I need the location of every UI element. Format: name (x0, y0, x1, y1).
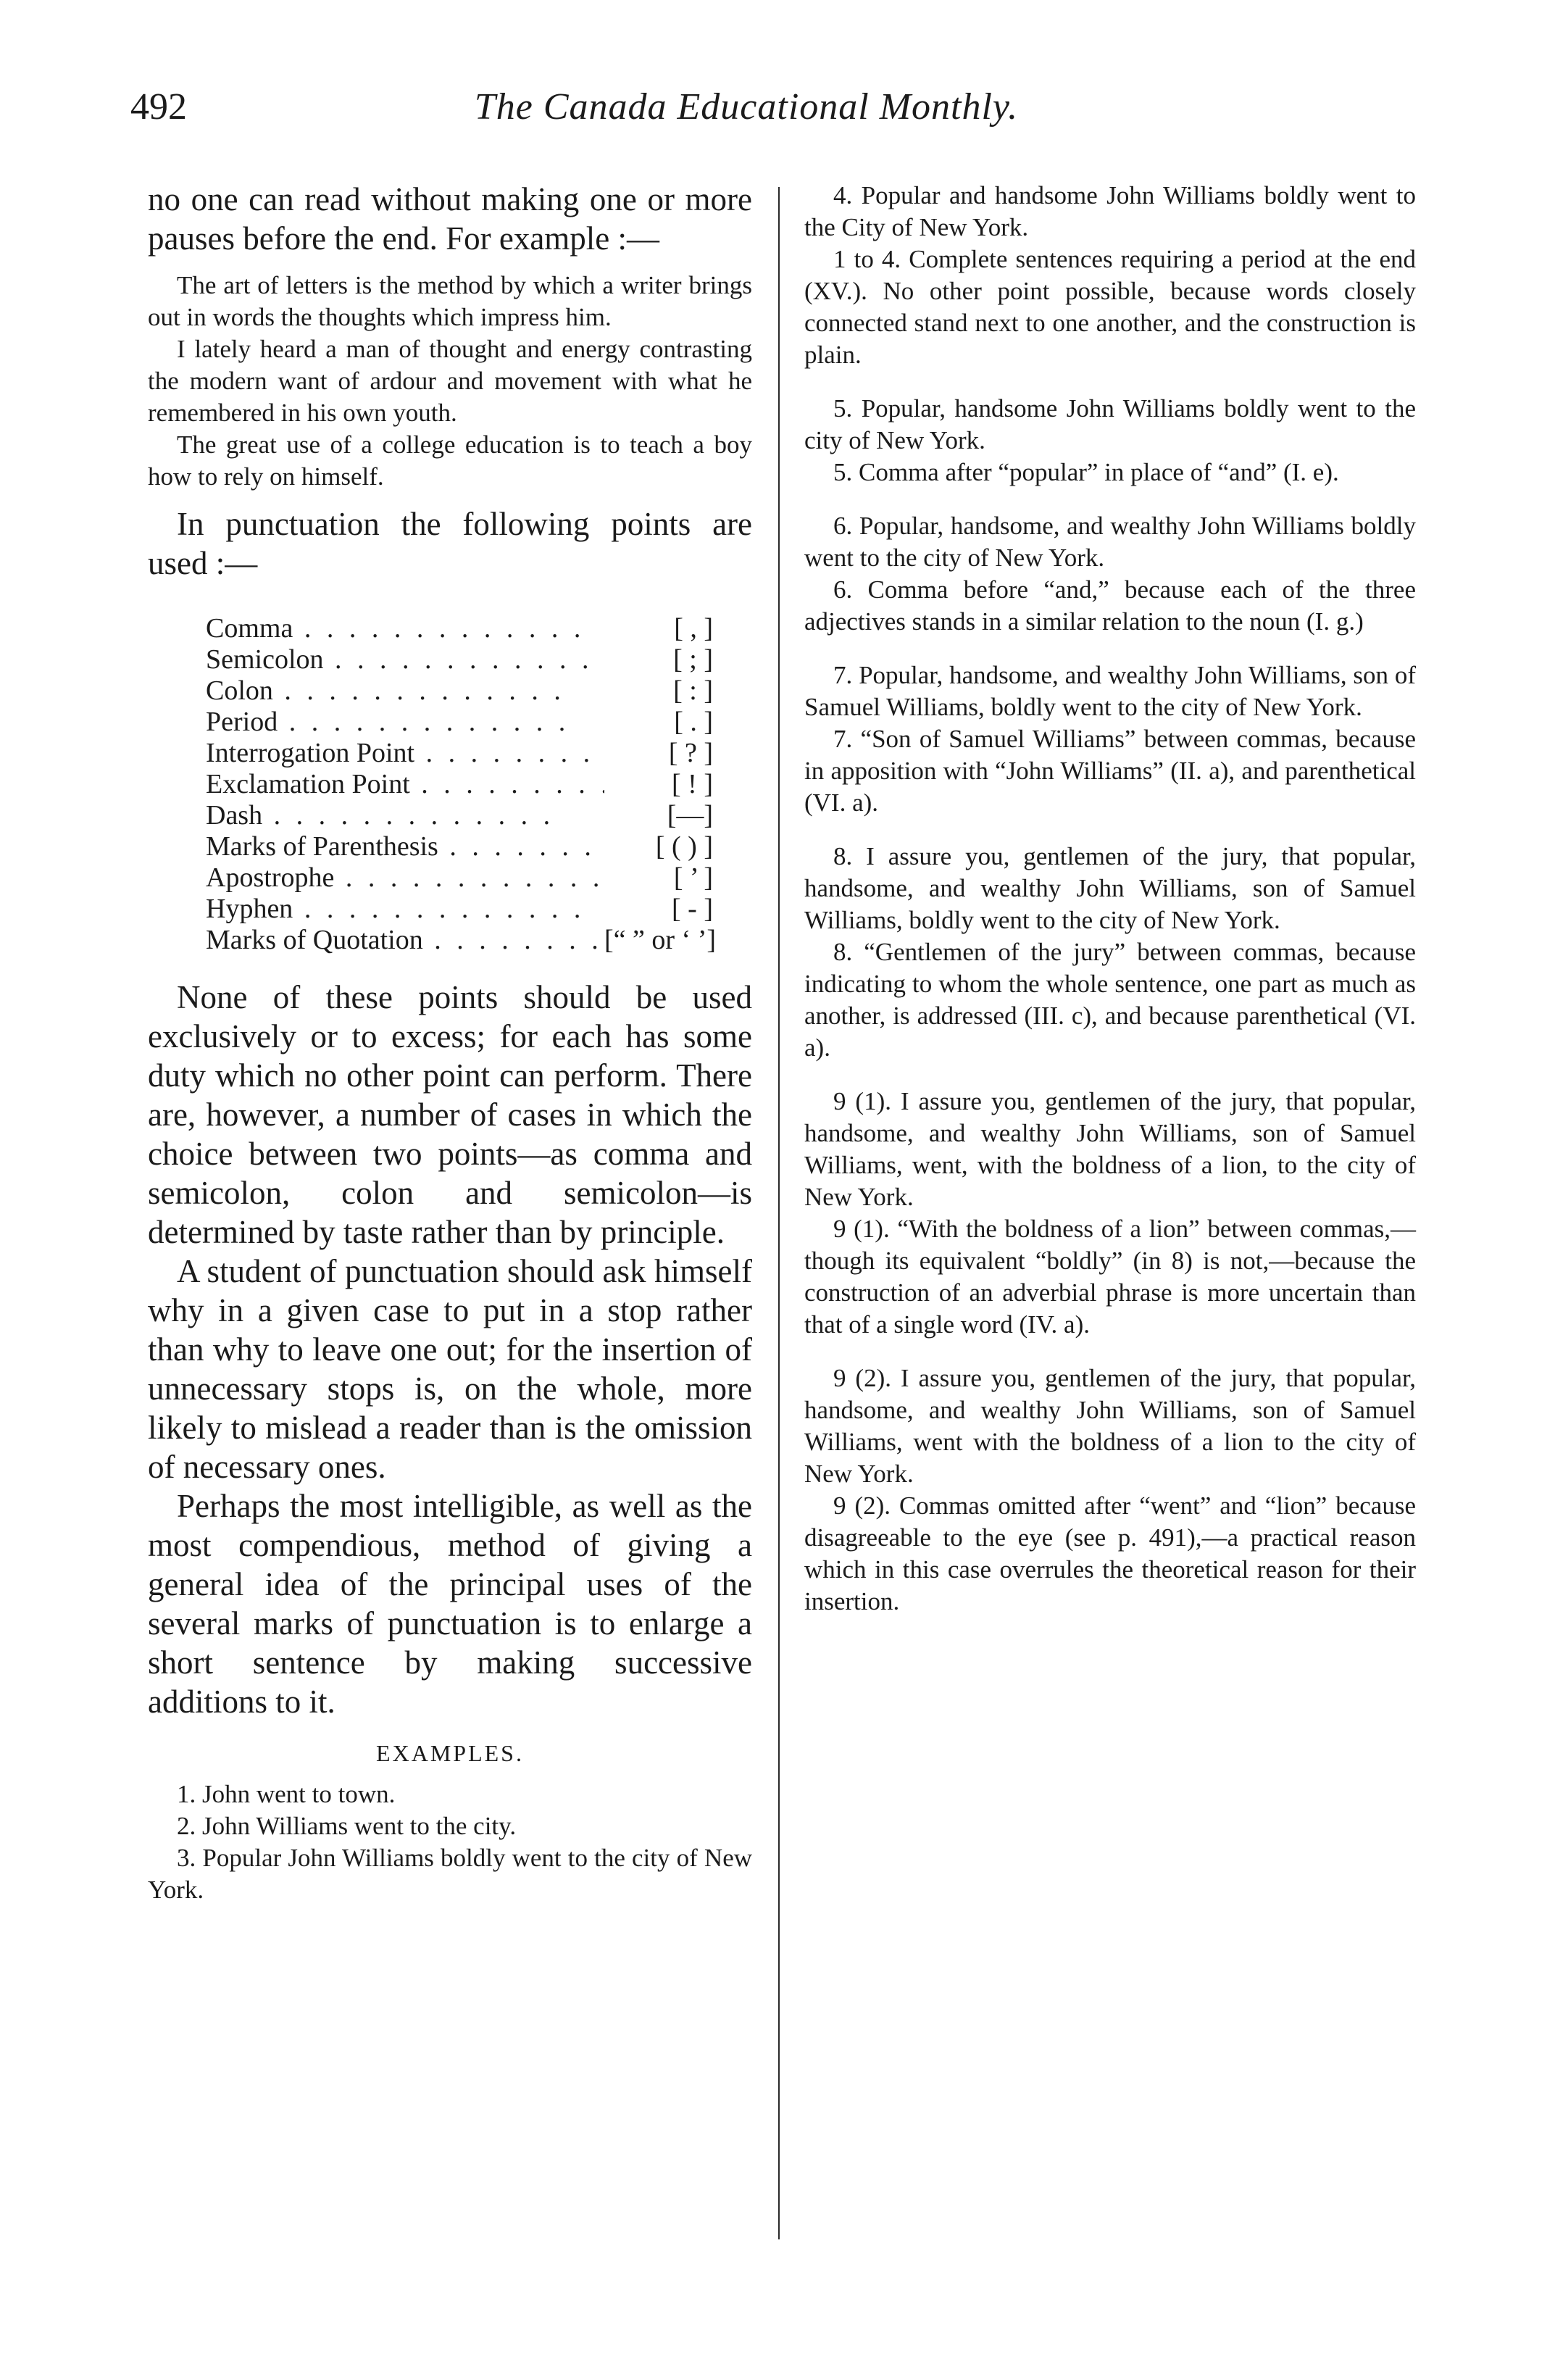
point-mark: [ ? ] (604, 738, 713, 769)
example-sentence: 9 (2). I assure you, gentlemen of the jury, that popular, handsome, and wealthy John Williams, son of Samuel Williams, went with the boldness of a lion to the city of New York. (804, 1364, 1416, 1488)
point-name: Apostrophe . . (206, 862, 604, 894)
body-paragraph: Perhaps the most intelligible, as well as the most compendious, method of giving a general idea of the principal uses of the several marks of punctuation is to enlarge a short sentence by making successive additions to it. (148, 1488, 752, 1720)
example-sentence: 7. Popular, handsome, and wealthy John Williams, son of Samuel Williams, boldly went to the city of New York. (804, 661, 1416, 721)
example-sentence: 4. Popular and handsome John Williams boldly went to the City of New York. (804, 181, 1416, 241)
left-column (148, 180, 752, 1906)
point-name: Comma . . (206, 613, 604, 644)
right-column (804, 180, 1416, 1618)
example-explanation: 1 to 4. Complete sentences requiring a period at the end (XV.). No other point possible, because words closely connected stand next to one another, and the construction is plain. (804, 245, 1416, 369)
point-mark: [ - ] (604, 894, 713, 925)
point-mark: [ ! ] (604, 769, 713, 800)
point-row (206, 831, 713, 862)
page-header (130, 86, 1435, 143)
page-number: 492 (130, 86, 187, 128)
point-row (206, 613, 713, 644)
point-row (206, 925, 717, 956)
example-sentence: 1. John went to town. (177, 1780, 396, 1808)
intro-paragraph: no one can read without making one or more pauses before the end. For example :— (148, 181, 752, 257)
point-row (206, 800, 713, 831)
body-paragraph: A student of punctuation should ask himself why in a given case to put in a stop rather than why to leave one out; for the insertion of unnecessary stops is, on the whole, more likely to mislead a reader than is the omission of necessary ones. (148, 1253, 752, 1485)
examples-heading: EXAMPLES. (376, 1740, 524, 1766)
quote-sentence: I lately heard a man of thought and energy contrasting the modern want of ardour and movement with what he remembered in his own youth. (148, 335, 752, 427)
point-name: Interrogation Point . . (206, 738, 604, 769)
example-explanation: 7. “Son of Samuel Williams” between commas, because in apposition with “John Williams” (II. a), and parenthetical (VI. a). (804, 725, 1416, 817)
point-mark: [—] (604, 800, 713, 831)
point-mark: [ , ] (604, 613, 713, 644)
point-mark: [ : ] (604, 675, 713, 707)
points-intro: In punctuation the following points are used :— (148, 506, 752, 581)
point-row (206, 862, 713, 894)
point-name: Hyphen . . (206, 894, 604, 925)
example-explanation: 6. Comma before “and,” because each of the three adjectives stands in a similar relation to the noun (I. g.) (804, 575, 1416, 636)
body-paragraph: None of these points should be used exclusively or to excess; for each has some duty which no other point can perform. There are, however, a number of cases in which the choice between two points—as comma and semicolon, colon and semicolon—is determined by taste rather than by principle. (148, 979, 752, 1250)
running-title: The Canada Educational Monthly. (474, 86, 1019, 128)
point-mark: [ ’ ] (604, 862, 713, 894)
point-row (206, 675, 713, 707)
example-sentence: 9 (1). I assure you, gentlemen of the jury, that popular, handsome, and wealthy John Williams, son of Samuel Williams, went, with the boldness of a lion, to the city of New York. (804, 1087, 1416, 1211)
point-row (206, 894, 713, 925)
point-name: Dash . . (206, 800, 604, 831)
point-row (206, 707, 713, 738)
example-explanation: 5. Comma after “popular” in place of “and” (I. e). (833, 458, 1339, 486)
example-sentence: 3. Popular John Williams boldly went to the city of New York. (148, 1844, 752, 1904)
point-name: Period . . (206, 707, 604, 738)
point-name: Colon . . (206, 675, 604, 707)
example-sentence: 5. Popular, handsome John Williams boldly went to the city of New York. (804, 394, 1416, 454)
example-sentence: 8. I assure you, gentlemen of the jury, that popular, handsome, and wealthy John Williams, son of Samuel Williams, boldly went to the city of New York. (804, 842, 1416, 934)
example-explanation: 8. “Gentlemen of the jury” between commas, because indicating to whom the whole sentence, one part as much as another, is addressed (III. c), and because parenthetical (VI. a). (804, 938, 1416, 1062)
quote-sentence: The great use of a college education is to teach a boy how to rely on himself. (148, 430, 752, 491)
point-row (206, 769, 713, 800)
example-explanation: 9 (2). Commas omitted after “went” and “lion” because disagreeable to the eye (see p. 491),—a practical reason which in this case overrules the theoretical reason for their insertion. (804, 1491, 1416, 1615)
quote-sentence: The art of letters is the method by which a writer brings out in words the thoughts which impress him. (148, 271, 752, 331)
point-mark: [ ; ] (604, 644, 713, 675)
point-mark: [ . ] (604, 707, 713, 738)
point-mark: [ ( ) ] (604, 831, 713, 862)
point-name: Marks of Parenthesis . . (206, 831, 604, 862)
point-name: Marks of Quotation . . (206, 925, 604, 956)
column-divider (778, 187, 780, 2239)
example-sentence: 6. Popular, handsome, and wealthy John Williams boldly went to the city of New York. (804, 512, 1416, 572)
point-name: Exclamation Point . . (206, 769, 604, 800)
point-name: Semicolon . . (206, 644, 604, 675)
example-explanation: 9 (1). “With the boldness of a lion” between commas,—though its equivalent “boldly” (in 8) is not,—because the construction of an adverbial phrase is more uncertain than that of a single word (IV. a). (804, 1215, 1416, 1339)
point-mark: [“ ” or ‘ ’] (604, 925, 717, 955)
example-sentence: 2. John Williams went to the city. (177, 1812, 517, 1840)
point-row (206, 644, 713, 675)
point-row (206, 738, 713, 769)
punctuation-points-list (206, 613, 752, 956)
